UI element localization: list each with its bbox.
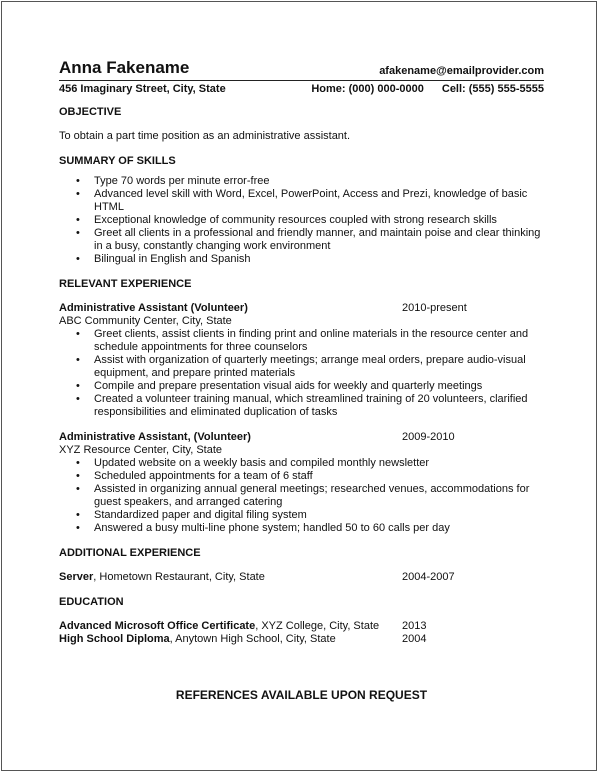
header-divider bbox=[59, 80, 544, 81]
education-credential-2: High School Diploma bbox=[59, 633, 170, 645]
job-2-title: Administrative Assistant, (Volunteer) bbox=[59, 431, 251, 443]
street-address: 456 Imaginary Street, City, State bbox=[59, 83, 226, 95]
list-item: • Bilingual in English and Spanish bbox=[94, 253, 544, 266]
education-entry-2 bbox=[59, 633, 402, 646]
list-item: • Created a volunteer training manual, which streamlined training of 20 volunteers, clarified responsibilities and eliminated duplication of tasks bbox=[94, 393, 544, 419]
list-item: • Assist with organization of quarterly meetings; arrange meal orders, prepare audio-visual equipment, and prepare printed materials bbox=[94, 354, 544, 380]
list-item: • Greet all clients in a professional and friendly manner, and maintain poise and clear thinking in a busy, constantly changing work environment bbox=[94, 227, 544, 253]
job-1-bullets bbox=[59, 328, 544, 419]
education-heading: EDUCATION bbox=[59, 596, 124, 608]
experience-heading: RELEVANT EXPERIENCE bbox=[59, 278, 192, 290]
objective-heading: OBJECTIVE bbox=[59, 106, 122, 118]
additional-place: , Hometown Restaurant, City, State bbox=[93, 571, 265, 583]
list-item: • Greet clients, assist clients in finding print and online materials in the resource center and schedule appointments for three counselors bbox=[94, 328, 544, 354]
contact-line bbox=[59, 83, 544, 96]
education-school-1: , XYZ College, City, State bbox=[255, 620, 380, 632]
education-school-2: , Anytown High School, City, State bbox=[169, 633, 336, 645]
email-address: afakename@emailprovider.com bbox=[379, 65, 544, 77]
list-item: • Exceptional knowledge of community resources coupled with strong research skills bbox=[94, 214, 544, 227]
resume-page bbox=[1, 1, 597, 771]
education-row-1 bbox=[59, 620, 544, 633]
job-1-org: ABC Community Center, City, State bbox=[59, 315, 232, 327]
education-credential-1: Advanced Microsoft Office Certificate bbox=[59, 620, 256, 632]
list-item: • Advanced level skill with Word, Excel, PowerPoint, Access and Prezi, knowledge of basic HTML bbox=[94, 188, 544, 214]
header bbox=[59, 58, 544, 78]
additional-role-line bbox=[59, 571, 402, 584]
job-2-org: XYZ Resource Center, City, State bbox=[59, 444, 223, 456]
additional-dates: 2004-2007 bbox=[402, 571, 455, 583]
list-item: • Answered a busy multi-line phone system; handled 50 to 60 calls per day bbox=[94, 522, 544, 535]
skills-list bbox=[59, 175, 544, 266]
list-item: • Type 70 words per minute error-free bbox=[94, 175, 544, 188]
education-row-2 bbox=[59, 633, 544, 646]
list-item: • Scheduled appointments for a team of 6 staff bbox=[94, 470, 544, 483]
job-2-bullets bbox=[59, 457, 544, 535]
job-2-header bbox=[59, 431, 544, 444]
job-1-header bbox=[59, 302, 544, 315]
additional-row bbox=[59, 571, 544, 584]
cell-phone: Cell: (555) 555-5555 bbox=[441, 83, 544, 95]
references-note: REFERENCES AVAILABLE UPON REQUEST bbox=[175, 688, 428, 702]
job-1-dates: 2010-present bbox=[402, 302, 467, 314]
education-entry-1 bbox=[59, 620, 402, 633]
education-year-2: 2004 bbox=[402, 633, 427, 645]
additional-heading: ADDITIONAL EXPERIENCE bbox=[59, 547, 201, 559]
list-item: • Compile and prepare presentation visual aids for weekly and quarterly meetings bbox=[94, 380, 544, 393]
objective-text: To obtain a part time position as an administrative assistant. bbox=[59, 130, 351, 142]
list-item: • Assisted in organizing annual general meetings; researched venues, accommodations for guest speakers, and arranged catering bbox=[94, 483, 544, 509]
job-1-title: Administrative Assistant (Volunteer) bbox=[59, 302, 248, 314]
skills-heading: SUMMARY OF SKILLS bbox=[59, 155, 176, 167]
home-phone: Home: (000) 000-0000 bbox=[311, 83, 424, 95]
additional-role: Server bbox=[59, 571, 94, 583]
resume-content bbox=[59, 58, 544, 702]
applicant-name: Anna Fakename bbox=[59, 58, 190, 77]
education-year-1: 2013 bbox=[402, 620, 427, 632]
list-item: • Standardized paper and digital filing system bbox=[94, 509, 544, 522]
job-2-dates: 2009-2010 bbox=[402, 431, 455, 443]
list-item: • Updated website on a weekly basis and compiled monthly newsletter bbox=[94, 457, 544, 470]
